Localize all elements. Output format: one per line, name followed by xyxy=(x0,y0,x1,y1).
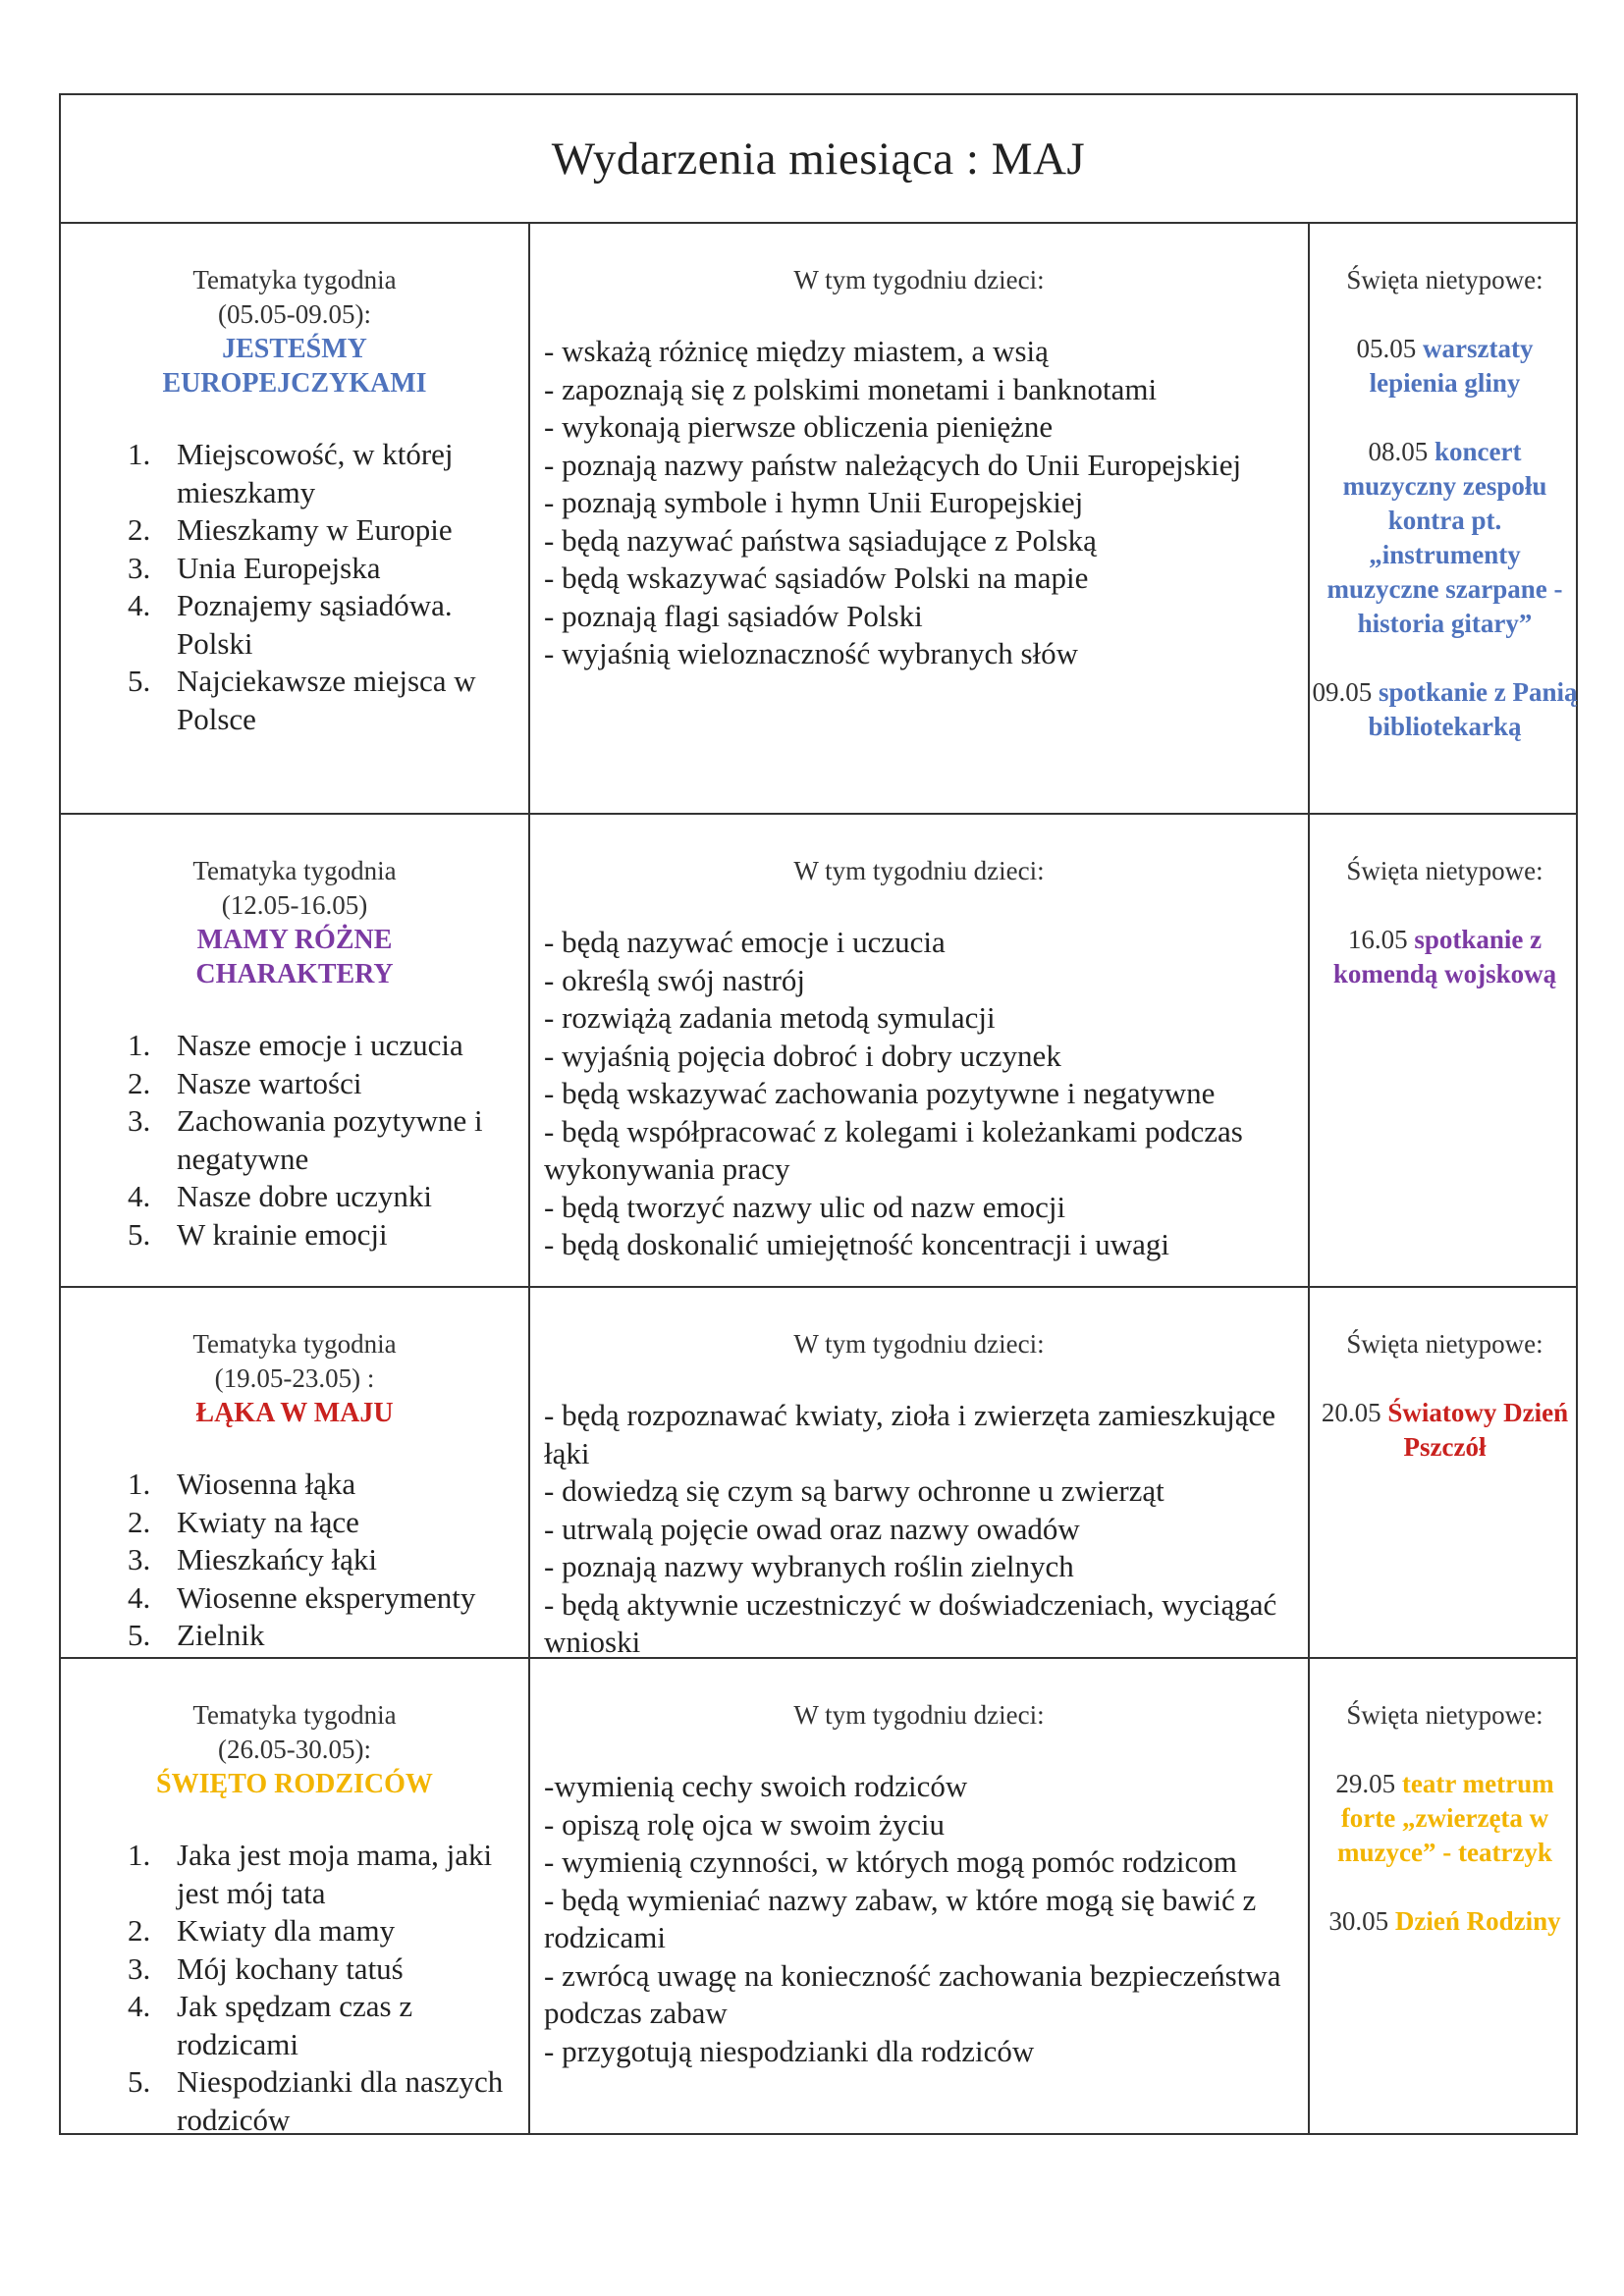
topic-list xyxy=(61,436,528,738)
activities-list xyxy=(530,1768,1308,2070)
event-item: 09.05 spotkanie z Panią bibliotekarką xyxy=(1312,677,1578,741)
list-item: - poznają nazwy państw należących do Unii Europejskiej xyxy=(544,447,1242,482)
list-item: - będą współpracować z kolegami i koleżankami podczas wykonywania pracy xyxy=(544,1113,1243,1186)
list-item: - utrwalą pojęcie owad oraz nazwy owadów xyxy=(544,1511,1080,1546)
list-item: - wyjaśnią pojęcia dobroć i dobry uczynek xyxy=(544,1038,1061,1073)
list-item: 1. Miejscowość, w której mieszkamy xyxy=(128,437,454,509)
activities-heading: W tym tygodniu dzieci: xyxy=(793,1700,1045,1730)
list-item: - opiszą rolę ojca w swoim życiu xyxy=(544,1806,946,1842)
theme-cell xyxy=(61,224,528,738)
event-item: 30.05 Dzień Rodziny xyxy=(1328,1906,1561,1936)
list-item: - zwrócą uwagę na konieczność zachowania bezpieczeństwa podczas zabaw xyxy=(544,1957,1281,2030)
activities-cell xyxy=(530,224,1308,673)
activities-list xyxy=(530,333,1308,673)
schedule-table xyxy=(59,93,1578,2135)
topic-list xyxy=(61,1027,528,1254)
activities-heading: W tym tygodniu dzieci: xyxy=(793,1329,1045,1359)
event-item: 08.05 koncert muzyczny zespołu kontra pt. „instrumenty muzyczne szarpane - historia gitary” xyxy=(1326,437,1563,638)
activities-heading: W tym tygodniu dzieci: xyxy=(793,265,1045,294)
week-row-2 xyxy=(61,815,1576,1288)
list-item: - określą swój nastrój xyxy=(544,962,806,997)
event-item: 29.05 teatr metrum forte „zwierzęta w muzyce” - teatrzyk xyxy=(1335,1769,1554,1867)
list-item: - dowiedzą się czym są barwy ochronne u zwierząt xyxy=(544,1473,1164,1508)
theme-dates: (19.05-23.05) : xyxy=(214,1363,375,1393)
list-item: -wymienią cechy swoich rodziców xyxy=(544,1769,968,1803)
list-item: 5. W krainie emocji xyxy=(128,1216,388,1252)
list-item: - wskażą różnicę między miastem, a wsią xyxy=(544,334,1049,368)
theme-cell xyxy=(61,815,528,1254)
theme-name: ŁĄKA W MAJU xyxy=(195,1398,394,1428)
list-item: - będą doskonalić umiejętność koncentracji i uwagi xyxy=(544,1227,1170,1261)
list-item: 3. Mój kochany tatuś xyxy=(128,1950,404,1986)
week-row-3 xyxy=(61,1288,1576,1659)
list-item: - zapoznają się z polskimi monetami i banknotami xyxy=(544,371,1158,406)
list-item: - wykonają pierwsze obliczenia pieniężne xyxy=(544,409,1054,444)
holidays-heading: Święta nietypowe: xyxy=(1346,265,1543,294)
activities-cell xyxy=(530,1659,1308,2070)
list-item: 1. Wiosenna łąka xyxy=(128,1467,356,1501)
activities-list xyxy=(530,1397,1308,1662)
holidays-heading: Święta nietypowe: xyxy=(1346,1700,1543,1730)
event-item: 16.05 spotkanie z komendą wojskową xyxy=(1332,925,1557,988)
list-item: - rozwiążą zadania metodą symulacji xyxy=(544,1000,996,1035)
title-row xyxy=(61,95,1576,224)
holidays-cell xyxy=(1310,1659,1580,1939)
holidays-cell xyxy=(1310,224,1580,744)
list-item: 2. Kwiaty na łące xyxy=(128,1504,359,1539)
list-item: 5. Najciekawsze miejsca w Polsce xyxy=(128,664,476,736)
list-item: 3. Mieszkańcy łąki xyxy=(128,1542,378,1576)
holidays-heading: Święta nietypowe: xyxy=(1346,856,1543,885)
list-item: - będą nazywać emocje i uczucia xyxy=(544,925,946,959)
theme-name: ŚWIĘTO RODZICÓW xyxy=(156,1769,433,1799)
theme-name: MAMY RÓŻNE CHARAKTERY xyxy=(195,925,394,989)
topic-list xyxy=(61,1466,528,1655)
list-item: - wymienią czynności, w których mogą pomóc rodzicom xyxy=(544,1844,1237,1879)
list-item: - będą nazywać państwa sąsiadujące z Polską xyxy=(544,522,1097,558)
list-item: - będą wskazywać sąsiadów Polski na mapie xyxy=(544,561,1089,595)
holidays-heading: Święta nietypowe: xyxy=(1346,1329,1543,1359)
list-item: 4. Wiosenne eksperymenty xyxy=(128,1579,476,1615)
list-item: 2. Kwiaty dla mamy xyxy=(128,1913,396,1948)
theme-heading: Tematyka tygodnia xyxy=(192,856,397,885)
topic-list xyxy=(61,1837,528,2139)
list-item: - będą aktywnie uczestniczyć w doświadczeniach, wyciągać wnioski xyxy=(544,1586,1277,1659)
theme-cell xyxy=(61,1288,528,1655)
list-item: 2. Nasze wartości xyxy=(128,1065,362,1100)
list-item: 4. Poznajemy sąsiadówa. Polski xyxy=(128,588,453,661)
activities-list xyxy=(530,924,1308,1264)
list-item: 3. Zachowania pozytywne i negatywne xyxy=(128,1103,483,1176)
week-row-4 xyxy=(61,1659,1576,2135)
list-item: - będą wskazywać zachowania pozytywne i negatywne xyxy=(544,1076,1216,1110)
list-item: - będą tworzyć nazwy ulic od nazw emocji xyxy=(544,1189,1066,1224)
theme-heading: Tematyka tygodnia xyxy=(192,1329,397,1359)
list-item: 4. Jak spędzam czas z rodzicami xyxy=(128,1989,413,2061)
page-title: Wydarzenia miesiąca : MAJ xyxy=(551,133,1086,185)
theme-heading: Tematyka tygodnia xyxy=(192,1700,397,1730)
list-item: 4. Nasze dobre uczynki xyxy=(128,1179,432,1213)
list-item: - poznają flagi sąsiadów Polski xyxy=(544,598,923,633)
list-item: 3. Unia Europejska xyxy=(128,550,381,585)
event-item: 20.05 Światowy Dzień Pszczół xyxy=(1321,1398,1569,1462)
list-item: - przygotują niespodzianki dla rodziców xyxy=(544,2033,1035,2068)
list-item: - będą wymieniać nazwy zabaw, w które mogą się bawić z rodzicami xyxy=(544,1882,1257,1954)
event-item: 05.05 warsztaty lepienia gliny xyxy=(1356,334,1534,398)
list-item: - poznają nazwy wybranych roślin zielnych xyxy=(544,1549,1074,1583)
theme-heading: Tematyka tygodnia xyxy=(192,265,397,294)
theme-dates: (26.05-30.05): xyxy=(218,1735,371,1764)
activities-cell xyxy=(530,815,1308,1264)
list-item: 2. Mieszkamy w Europie xyxy=(128,512,453,547)
list-item: - wyjaśnią wieloznaczność wybranych słów xyxy=(544,636,1079,670)
activities-heading: W tym tygodniu dzieci: xyxy=(793,856,1045,885)
theme-dates: (12.05-16.05) xyxy=(221,890,368,920)
holidays-cell xyxy=(1310,1288,1580,1465)
list-item: 5. Zielnik xyxy=(128,1618,265,1652)
week-row-1 xyxy=(61,224,1576,815)
theme-cell xyxy=(61,1659,528,2139)
list-item: - poznają symbole i hymn Unii Europejskiej xyxy=(544,485,1084,519)
list-item: 5. Niespodzianki dla naszych rodziców xyxy=(128,2064,504,2137)
theme-dates: (05.05-09.05): xyxy=(218,299,371,329)
list-item: 1. Jaka jest moja mama, jaki jest mój tata xyxy=(128,1838,493,1910)
theme-name: JESTEŚMY EUROPEJCZYKAMI xyxy=(162,334,427,399)
list-item: - będą rozpoznawać kwiaty, zioła i zwierzęta zamieszkujące łąki xyxy=(544,1398,1276,1470)
list-item: 1. Nasze emocje i uczucia xyxy=(128,1028,463,1062)
holidays-cell xyxy=(1310,815,1580,991)
activities-cell xyxy=(530,1288,1308,1662)
